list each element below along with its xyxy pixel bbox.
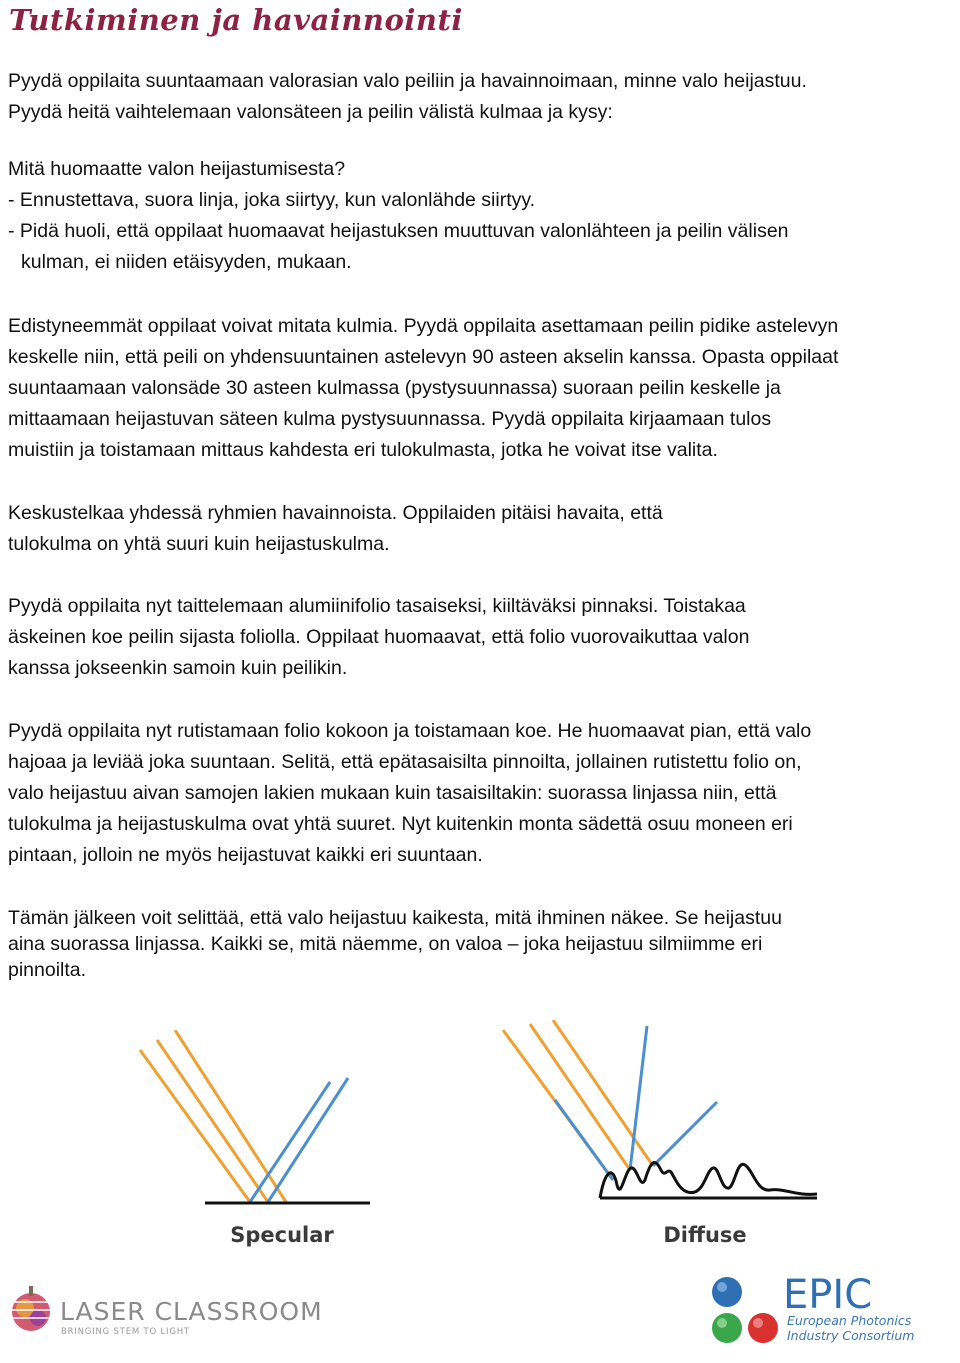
reflected-ray (250, 1082, 330, 1202)
incident-ray (530, 1024, 630, 1170)
page-title: Tutkiminen ja havainnointi (9, 3, 463, 37)
final-paragraph: Tämän jälkeen voit selittää, että valo heijastuu kaikesta, mitä ihminen näkee. Se heijastuu aina suorassa linjassa. Kaikki se, mitä näemme, on valoa – joka heijastuu silmiimme eri pinnoilta. (8, 907, 782, 981)
intro-paragraph: Pyydä oppilaita suuntaamaan valorasian valo peiliin ja havainnoimaan, minne valo heijastuu. Pyydä heitä vaihtelemaan valonsäteen ja peilin välistä kulmaa ja kysy: (8, 70, 807, 123)
bullet-angle: - Pidä huoli, että oppilaat huomaavat heijastuksen muuttuvan valonlähteen ja peilin välisen (8, 220, 789, 242)
epic-subtitle-line1: European Photonics (787, 1313, 912, 1328)
incident-ray (140, 1050, 250, 1202)
foil-paragraph: Pyydä oppilaita nyt taittelemaan alumiinifolio tasaiseksi, kiiltäväksi pinnaksi. Toistakaa äskeinen koe peilin sijasta foliolla. Oppilaat huomaavat, että folio vuorovaikuttaa valon kanssa jokseenkin samoin kuin peilikin. (8, 595, 750, 679)
reflected-ray (653, 1102, 717, 1166)
crumple-paragraph: Pyydä oppilaita nyt rutistamaan folio kokoon ja toistamaan koe. He huomaavat pian, että valo hajoaa ja leviää joka suuntaan. Selitä, että epätasaisilta pinnoilta, jollainen rutistettu folio on, valo heijastuu aivan samojen lakien mukaan kuin tasaisiltakin: suorassa linjassa niin, että tulokulma ja heijastuskulma ovat yhtä suuret. Nyt kuitenkin monta sädettä osuu moneen eri pintaan, jolloin ne myös heijastuvat kaikki eri suuntaan. (8, 720, 812, 866)
bullet-angle-continued: kulman, ei niiden etäisyyden, mukaan. (21, 251, 352, 273)
bullet-predictable: - Ennustettava, suora linja, joka siirtyy, kun valonlähde siirtyy. (8, 189, 536, 211)
rough-surface (600, 1163, 817, 1198)
diffuse-reflected-rays (555, 1026, 717, 1180)
diffuse-label: Diffuse (663, 1223, 747, 1247)
epic-wordmark: EPIC (783, 1272, 873, 1318)
laser-classroom-tagline: BRINGING STEM TO LIGHT (61, 1327, 190, 1337)
reflected-ray (630, 1026, 647, 1170)
question-block (8, 154, 958, 278)
epic-logo (705, 1270, 950, 1350)
laser-classroom-logo (5, 1280, 325, 1350)
diffuse-reflection-diagram (495, 1020, 835, 1260)
incident-ray (157, 1040, 268, 1202)
epic-subtitle-line2: Industry Consortium (787, 1328, 915, 1343)
reflected-ray (268, 1078, 348, 1202)
specular-label: Specular (230, 1223, 334, 1247)
reflected-ray (555, 1100, 613, 1180)
specular-incident-rays (140, 1030, 286, 1202)
epic-spheres-icon (712, 1277, 778, 1343)
question-text: Mitä huomaatte valon heijastumisesta? (8, 158, 346, 180)
specular-reflected-rays (250, 1078, 348, 1202)
advanced-paragraph: Edistyneemmät oppilaat voivat mitata kulmia. Pyydä oppilaita asettamaan peilin pidike astelevyn keskelle niin, että peili on yhdensuuntainen astelevyn 90 asteen akselin kanssa. Opasta oppilaat suuntaamaan valonsäde 30 asteen kulmassa (pystysuunnassa) suoraan peilin keskelle ja mittaamaan heijastuvan säteen kulma pystysuunnassa. Pyydä oppilaita kirjaamaan tulos muistiin ja toistamaan mittaus kahdesta eri tulokulmasta, jotka he voivat itse valita. (8, 315, 839, 461)
apple-logo-icon (12, 1286, 50, 1331)
specular-reflection-diagram (130, 1030, 390, 1260)
laser-classroom-wordmark: LASER CLASSROOM (60, 1297, 323, 1326)
discuss-paragraph: Keskustelkaa yhdessä ryhmien havainnoista. Oppilaiden pitäisi havaita, että tulokulma on yhtä suuri kuin heijastuskulma. (8, 502, 663, 555)
